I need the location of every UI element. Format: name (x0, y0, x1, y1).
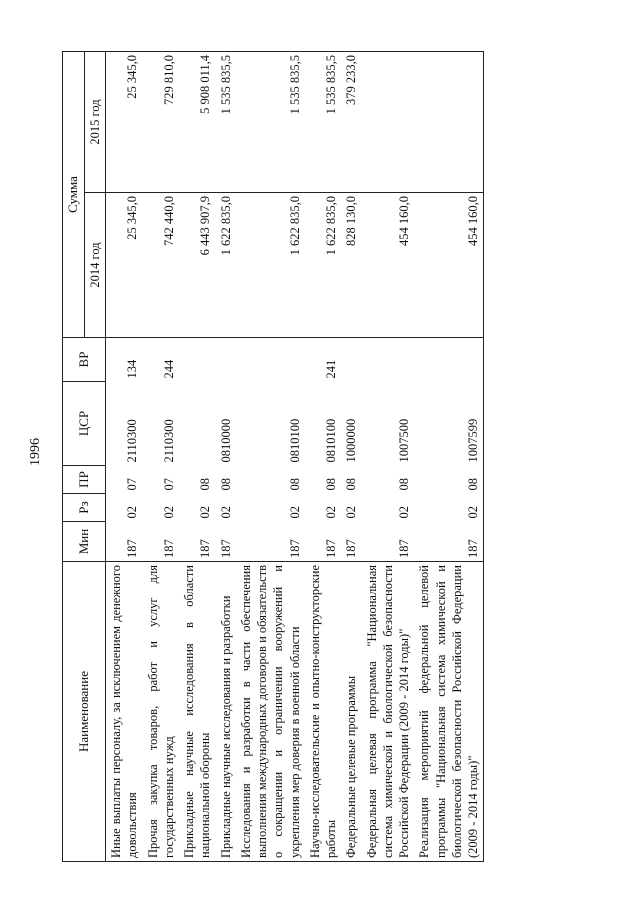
row-pr: 08 (218, 478, 233, 491)
table-body (106, 52, 484, 862)
row-csr: 2110300 (125, 419, 140, 463)
row-rz: 02 (414, 494, 484, 522)
row-rz: 02 (397, 506, 412, 519)
row-sum-2015: 1 535 835,5 (236, 52, 305, 193)
rotated-table-wrapper (62, 52, 622, 862)
row-sum-2014: 1 622 835,0 (305, 193, 342, 338)
row-vr: 244 (143, 338, 180, 382)
row-sum-2015: 1 535 835,5 (305, 52, 342, 193)
row-vr (179, 338, 216, 382)
table-row (362, 52, 415, 862)
row-csr: 0810100 (287, 418, 302, 463)
row-sum-2014: 742 440,0 (143, 193, 180, 338)
row-vr (216, 338, 236, 382)
row-sum-2014: 454 160,0 (362, 193, 415, 338)
row-min: 187 (305, 522, 342, 562)
row-rz: 02 (125, 506, 140, 519)
header-name: Наименование (63, 562, 106, 862)
row-pr: 08 (414, 466, 484, 494)
table-row (414, 52, 484, 862)
row-sum-2014: 454 160,0 (414, 193, 484, 338)
row-pr: 07 (125, 478, 140, 491)
row-name: Научно-исследовательские и опытно-конструкторские работы (305, 562, 342, 862)
row-sum-2014: 6 443 907,9 (179, 193, 216, 338)
header-pr: ПР (63, 466, 106, 494)
budget-table (62, 51, 484, 862)
row-sum-2015: 729 810,0 (143, 52, 180, 193)
row-name: Реализация мероприятий федеральной целевой программы "Национальная система химической и биологической безопасности Российской Федерации (2009 - 2014 годы)" (414, 562, 484, 862)
row-min: 187 (414, 522, 484, 562)
row-sum-2014: 1 622 835,0 (216, 193, 236, 338)
row-rz: 02 (344, 506, 359, 519)
row-rz: 02 (287, 506, 302, 519)
table-row (341, 52, 361, 862)
row-sum-2015 (362, 52, 415, 193)
table-row (236, 52, 305, 862)
row-rz: 02 (198, 506, 213, 519)
table-header (63, 52, 106, 862)
header-rz: Рз (63, 494, 106, 522)
row-name: Федеральная целевая программа "Национальная система химической и биологической безопасности Российской Федерации (2009 - 2014 годы)" (362, 562, 415, 862)
row-sum-2014: 1 622 835,0 (236, 193, 305, 338)
row-min: 187 (106, 522, 143, 562)
row-vr: 134 (106, 338, 143, 382)
table-row (106, 52, 143, 862)
row-sum-2015: 1 535 835,5 (216, 52, 236, 193)
header-min: Мин (63, 522, 106, 562)
row-pr: 08 (198, 478, 213, 491)
row-csr: 1007599 (414, 382, 484, 466)
row-rz: 02 (324, 506, 339, 519)
header-vr: ВР (63, 338, 106, 382)
row-name: Федеральные целевые программы (341, 562, 361, 862)
row-pr: 07 (161, 478, 176, 491)
row-name: Прочая закупка товаров, работ и услуг для государственных нужд (143, 562, 180, 862)
table-row (143, 52, 180, 862)
row-sum-2015: 379 233,0 (341, 52, 361, 193)
table-row (305, 52, 342, 862)
header-sum: Сумма (63, 52, 85, 338)
row-name: Прикладные научные исследования и разработки (216, 562, 236, 862)
row-vr (362, 338, 415, 382)
row-name: Исследования и разработки в части обеспечения выполнения международных договоров и обязательств о сокращении и ограничении вооружений и укрепления мер доверия в военной области (236, 562, 305, 862)
row-sum-2015: 5 908 011,4 (179, 52, 216, 193)
row-min: 187 (341, 522, 361, 562)
row-vr (236, 338, 305, 382)
row-min: 187 (179, 522, 216, 562)
row-sum-2015 (414, 52, 484, 193)
row-sum-2014: 828 130,0 (341, 193, 361, 338)
row-rz: 02 (161, 506, 176, 519)
row-csr (179, 382, 216, 466)
row-pr: 08 (397, 478, 412, 491)
row-csr: 0810100 (324, 418, 339, 463)
row-csr: 2110300 (161, 419, 176, 463)
row-rz: 02 (218, 506, 233, 519)
row-min: 187 (143, 522, 180, 562)
row-csr: 1000000 (344, 418, 359, 463)
table-row (216, 52, 236, 862)
row-vr (341, 338, 361, 382)
row-sum-2015: 25 345,0 (106, 52, 143, 193)
table-row (179, 52, 216, 862)
row-vr (414, 338, 484, 382)
page-number-text: 1996 (28, 438, 43, 466)
row-pr: 08 (324, 478, 339, 491)
row-min: 187 (216, 522, 236, 562)
header-year-2015: 2015 год (84, 52, 105, 193)
row-csr: 0810000 (218, 418, 233, 463)
header-csr: ЦСР (63, 382, 106, 466)
row-sum-2014: 25 345,0 (106, 193, 143, 338)
row-csr: 1007500 (397, 418, 412, 463)
row-name: Прикладные научные исследования в области национальной обороны (179, 562, 216, 862)
row-vr: 241 (305, 338, 342, 382)
row-pr: 08 (344, 478, 359, 491)
row-min: 187 (362, 522, 415, 562)
row-min: 187 (236, 522, 305, 562)
row-pr: 08 (287, 478, 302, 491)
header-year-2014: 2014 год (84, 193, 105, 338)
row-name: Иные выплаты персоналу, за исключением денежного довольствия (106, 562, 143, 862)
